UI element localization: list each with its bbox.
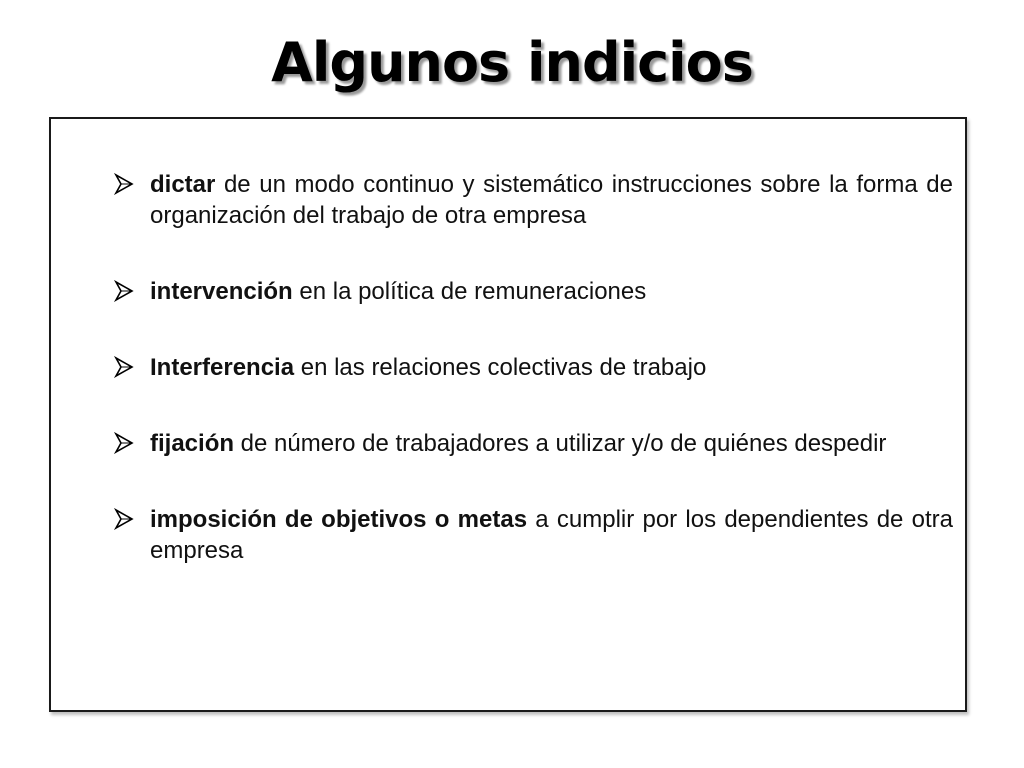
bullet-text: de número de trabajadores a utilizar y/o de quiénes despedir [234, 430, 887, 457]
bullet-bold-term: fijación [150, 430, 235, 457]
arrowhead-bullet-icon [113, 280, 135, 302]
content-box [49, 117, 967, 712]
bullet-bold-term: dictar [150, 171, 216, 198]
bullet-text: en las relaciones colectivas de trabajo [294, 354, 707, 381]
arrowhead-bullet-icon [113, 356, 135, 378]
bullet-list [113, 169, 953, 611]
bullet-bold-term: Interferencia [150, 354, 295, 381]
arrowhead-bullet-icon [113, 173, 135, 195]
bullet-item [113, 504, 953, 566]
bullet-bold-term: intervención [150, 278, 293, 305]
bullet-item [113, 428, 953, 459]
bullet-bold-term: imposición de objetivos o metas [150, 506, 528, 533]
arrowhead-bullet-icon [113, 432, 135, 454]
bullet-item [113, 276, 953, 307]
bullet-text: de un modo continuo y sistemático instrucciones sobre la forma de organización del trabajo de otra empresa [150, 171, 953, 229]
arrowhead-bullet-icon [113, 508, 135, 530]
bullet-text: a cumplir por los dependientes de otra empresa [150, 506, 954, 564]
slide-title: Algunos indicios [271, 31, 753, 94]
bullet-item [113, 169, 953, 231]
bullet-text: en la política de remuneraciones [292, 278, 647, 305]
bullet-item [113, 352, 953, 383]
